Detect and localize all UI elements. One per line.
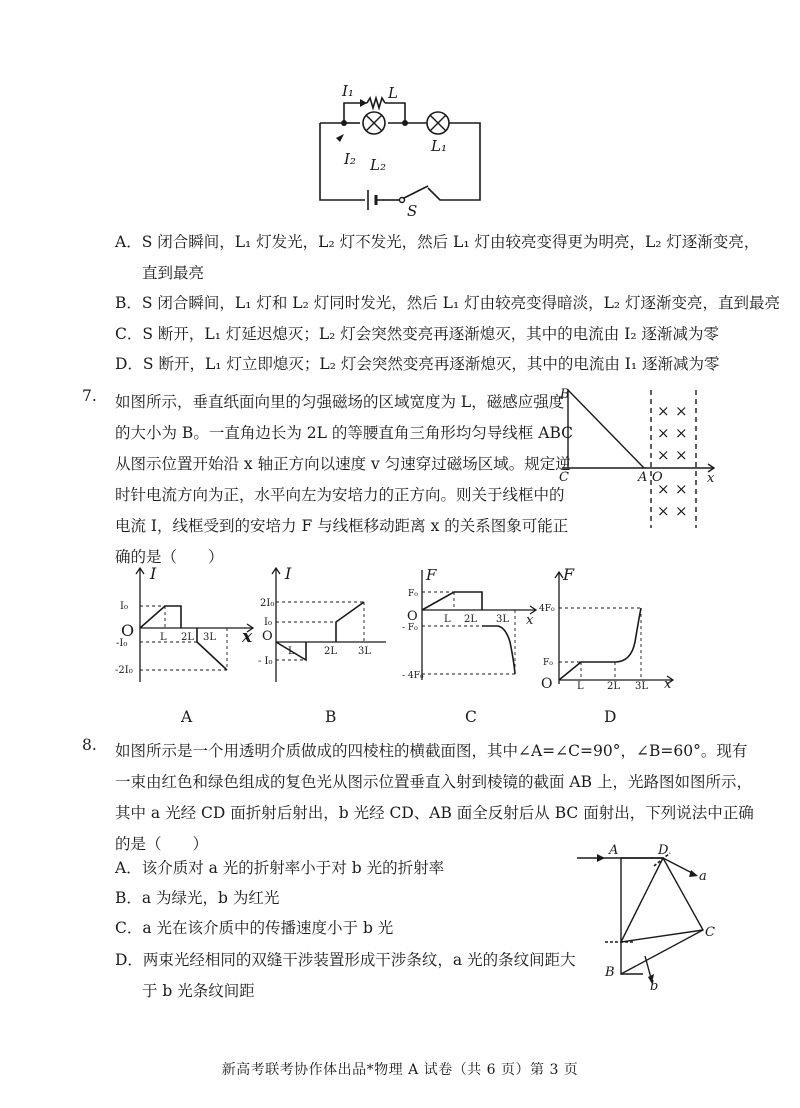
q7-field-figure	[556, 382, 726, 532]
vertex-label: C	[705, 925, 715, 940]
stem-line: 如图所示，垂直纸面向里的匀强磁场的区域宽度为 L，磁感应强度	[115, 393, 565, 411]
svg-text:F₀: F₀	[543, 658, 553, 668]
svg-text:F: F	[426, 566, 437, 584]
circuit-label: L	[388, 84, 398, 102]
svg-text:I₀: I₀	[120, 601, 128, 612]
lamp-L1-icon	[427, 112, 449, 134]
q8-option-d	[115, 950, 576, 1001]
svg-text:×: ×	[657, 424, 670, 442]
q7-graph-c	[402, 562, 542, 687]
graph-caption: C	[465, 708, 477, 726]
graph-caption: A	[181, 708, 193, 726]
svg-text:×: ×	[657, 446, 670, 464]
stem-line: 的大小为 B。一直角边长为 2L 的等腰直角三角形均匀导线框 ABC	[115, 424, 573, 442]
svg-text:×: ×	[675, 480, 688, 498]
arrow-icon	[689, 870, 698, 877]
stem-line: 电流 I，线框受到的安培力 F 与线框移动距离 x 的关系图象可能正	[115, 517, 569, 535]
graph-line	[422, 592, 482, 610]
stem-line: 确的是（ ）	[115, 548, 224, 566]
circuit-label: S	[407, 202, 418, 218]
svg-text:O: O	[262, 629, 273, 644]
q7-graph-d	[535, 562, 680, 690]
svg-text:x: x	[526, 613, 534, 628]
q7-graph-b	[258, 562, 398, 687]
svg-text:-2I₀: -2I₀	[115, 665, 133, 676]
svg-text:O: O	[121, 621, 135, 640]
svg-text:- 4F₀: - 4F₀	[402, 671, 424, 681]
vertex-label: D	[658, 843, 669, 858]
svg-text:×: ×	[657, 402, 670, 420]
option-line: D．两束光经相同的双缝干涉装置形成干涉条纹，a 光的条纹间距大	[115, 951, 576, 969]
stem-line: 从图示位置开始沿 x 轴正方向以速度 v 匀速穿过磁场区域。规定逆	[115, 455, 571, 473]
circuit-label: L₂	[370, 156, 386, 174]
lamp-L2-icon	[363, 112, 385, 134]
svg-text:3L: 3L	[358, 646, 372, 657]
svg-text:3L: 3L	[496, 614, 510, 625]
stem-line: 一束由红色和绿色组成的复色光从图示位置垂直入射到棱镜的截面 AB 上，光路图如图所示，	[115, 773, 752, 791]
current-arrow-icon	[336, 134, 344, 142]
svg-text:4F₀: 4F₀	[539, 604, 555, 614]
svg-text:O: O	[407, 609, 418, 624]
circuit-label: I₂	[344, 150, 356, 168]
svg-text:×: ×	[657, 502, 670, 520]
ray-label: b	[650, 979, 659, 994]
vertex-label: A	[609, 843, 619, 858]
svg-text:2I₀: 2I₀	[260, 598, 275, 609]
graph-line	[559, 608, 641, 680]
q8-option-c: C．a 光在该介质中的传播速度小于 b 光	[115, 919, 394, 937]
q8-option-b: B．a 为绿光，b 为红光	[115, 889, 280, 907]
stem-line: 如图所示是一个用透明介质做成的四棱柱的横截面图，其中∠A=∠C=90°，∠B=60°。现有	[115, 742, 748, 760]
graph-line	[336, 602, 364, 642]
axis-label: x	[707, 471, 715, 486]
graph-caption: D	[604, 708, 617, 726]
svg-text:3L: 3L	[203, 632, 217, 643]
junction-dot	[402, 120, 408, 126]
svg-text:- I₀: - I₀	[258, 656, 273, 667]
q7-stem	[115, 387, 573, 573]
svg-text:x: x	[242, 627, 253, 647]
svg-text:3L: 3L	[635, 681, 649, 690]
svg-text:F₀: F₀	[408, 589, 418, 599]
q6-option-b: B．S 闭合瞬间，L₁ 灯和 L₂ 灯同时发光，然后 L₁ 灯由较亮变得暗淡，L₂ 灯逐渐变亮，直到最亮	[115, 294, 781, 312]
q8-option-a: A．该介质对 a 光的折射率小于对 b 光的折射率	[115, 859, 445, 877]
question-number: 8.	[82, 736, 97, 754]
option-line: 直到最亮	[142, 264, 205, 282]
svg-text:×: ×	[657, 480, 670, 498]
stem-line: 其中 a 光经 CD 面折射后射出，b 光经 CD、AB 面全反射后从 BC 面射出，下列说法中正确	[115, 804, 754, 822]
triangle-side-BA	[568, 390, 644, 468]
svg-text:L: L	[577, 681, 584, 690]
svg-text:L: L	[160, 632, 167, 643]
origin-label: O	[652, 470, 663, 485]
svg-text:2L: 2L	[607, 681, 621, 690]
switch-symbol	[400, 198, 405, 203]
svg-text:×: ×	[675, 446, 688, 464]
q6-option-d: D．S 断开，L₁ 灯立即熄灭；L₂ 灯会突然变亮再逐渐熄灭，其中的电流由 I₁ 逐渐减为零	[115, 355, 720, 373]
ray-label: a	[699, 869, 707, 884]
q7-graph-a	[115, 562, 260, 687]
svg-text:2L: 2L	[181, 632, 195, 643]
page-footer: 新高考联考协作体出品*物理 A 试卷（共 6 页）第 3 页	[221, 1062, 579, 1078]
svg-text:×: ×	[675, 502, 688, 520]
svg-text:I₀: I₀	[264, 617, 272, 628]
svg-text:- F₀: - F₀	[402, 623, 418, 633]
question-number: 7.	[82, 387, 97, 405]
junction-dot	[341, 120, 347, 126]
svg-text:F: F	[563, 565, 575, 584]
arrow-icon	[597, 854, 605, 862]
circuit-wire-left	[320, 123, 365, 200]
circuit-label: I₁	[342, 82, 354, 100]
svg-text:I: I	[150, 564, 157, 583]
q8-prism-figure	[575, 838, 745, 998]
svg-text:x: x	[664, 677, 672, 690]
q6-option-c: C．S 断开，L₁ 灯延迟熄灭；L₂ 灯会突然变亮再逐渐熄灭，其中的电流由 I₂ 逐渐减为零	[115, 325, 719, 343]
q6-option-a	[115, 232, 759, 283]
ray-b	[621, 858, 663, 942]
inductor-symbol	[367, 98, 385, 108]
svg-text:L: L	[444, 614, 451, 625]
field-crosses	[657, 402, 688, 520]
vertex-label: C	[559, 470, 569, 485]
circuit-diagram	[310, 78, 490, 218]
vertex-label: B	[560, 387, 570, 402]
svg-text:I: I	[285, 564, 292, 583]
vertex-label: B	[605, 965, 615, 980]
current-arrow-icon	[360, 99, 367, 107]
circuit-label: L₁	[431, 137, 447, 155]
graph-line	[482, 626, 515, 674]
svg-text:-I₀: -I₀	[116, 638, 128, 649]
stem-line: 时针电流方向为正，水平向左为安培力的正方向。则关于线框中的	[115, 486, 565, 504]
svg-text:×: ×	[675, 402, 688, 420]
svg-text:2L: 2L	[464, 614, 478, 625]
vertex-label: A	[638, 470, 648, 485]
svg-text:2L: 2L	[324, 646, 338, 657]
stem-line: 的是（ ）	[115, 835, 209, 853]
option-line: A．S 闭合瞬间，L₁ 灯发光，L₂ 灯不发光，然后 L₁ 灯由较亮变得更为明亮，L₂ 灯逐渐变亮，	[115, 233, 760, 251]
svg-text:×: ×	[675, 424, 688, 442]
option-line: 于 b 光条纹间距	[142, 982, 255, 1000]
svg-text:L: L	[288, 646, 295, 657]
graph-line	[140, 606, 181, 628]
svg-text:O: O	[541, 676, 553, 690]
graph-caption: B	[325, 708, 337, 726]
